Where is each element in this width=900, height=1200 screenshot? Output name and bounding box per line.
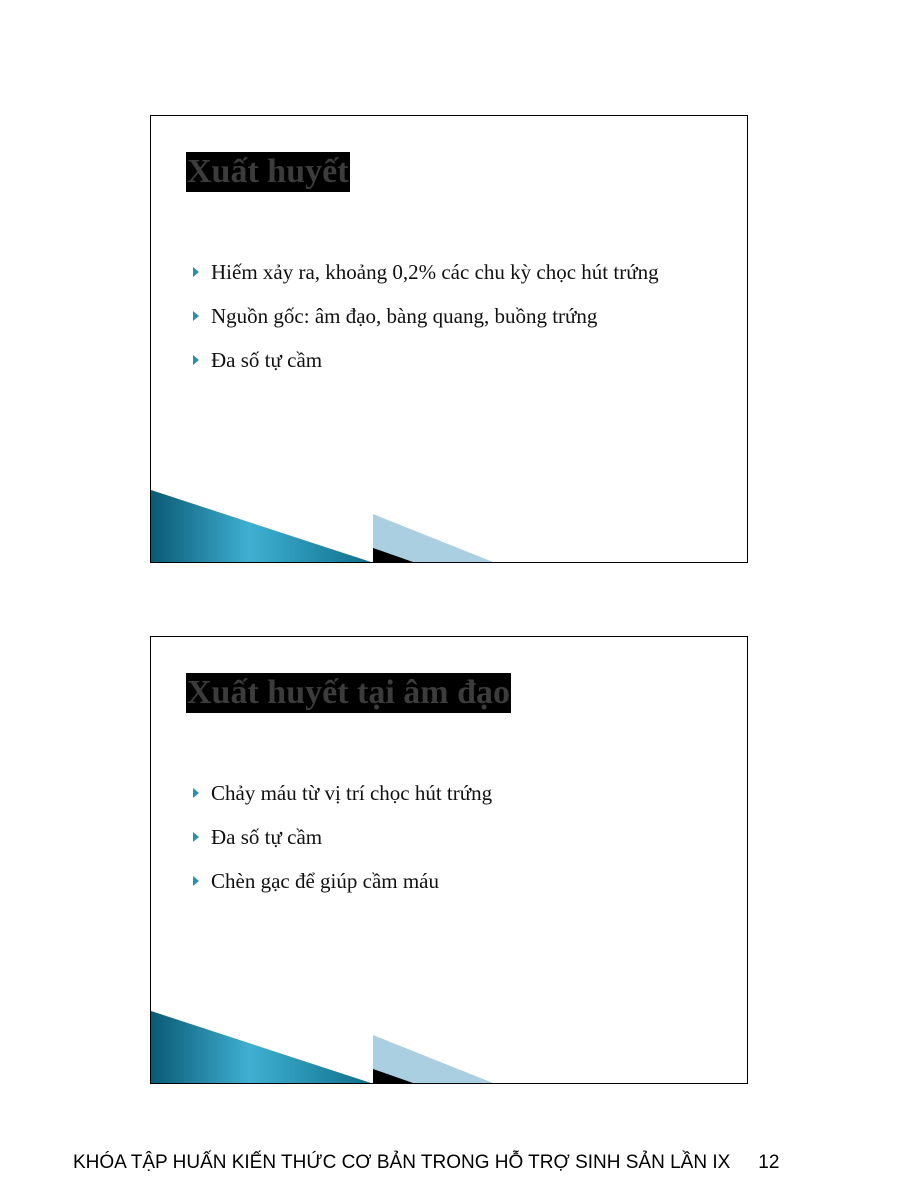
slide-corner-decoration [151,1011,747,1083]
bullet-text: Hiếm xảy ra, khoảng 0,2% các chu kỳ chọc hút trứng [211,259,659,284]
bullet-list [193,250,659,382]
course-title: KHÓA TẬP HUẤN KIẾN THỨC CƠ BẢN TRONG HỖ TRỢ SINH SẢN LẦN IX [73,1152,731,1173]
page-footer [73,1152,779,1174]
triangle-bullet-icon [193,311,199,321]
page-number: 12 [758,1152,780,1173]
bullet-text: Đa số tự cầm [211,824,323,849]
bullet-item [193,859,492,903]
triangle-bullet-icon [193,876,199,886]
slide-corner-decoration [151,490,747,562]
bullet-item [193,815,492,859]
triangle-bullet-icon [193,788,199,798]
slide-title: Xuất huyết tại âm đạo [187,674,511,711]
bullet-text: Chảy máu từ vị trí chọc hút trứng [211,780,493,805]
triangle-bullet-icon [193,267,199,277]
bullet-item [193,771,492,815]
bullet-text: Đa số tự cầm [211,347,323,372]
bullet-item [193,294,659,338]
slide-1 [150,115,748,563]
triangle-bullet-icon [193,355,199,365]
bullet-item [193,250,659,294]
bullet-item [193,338,659,382]
triangle-bullet-icon [193,832,199,842]
bullet-list [193,771,492,903]
slide-2 [150,636,748,1084]
bullet-text: Nguồn gốc: âm đạo, bàng quang, buồng trứng [211,303,598,328]
slide-title: Xuất huyết [187,153,349,190]
bullet-text: Chèn gạc để giúp cầm máu [211,868,440,893]
